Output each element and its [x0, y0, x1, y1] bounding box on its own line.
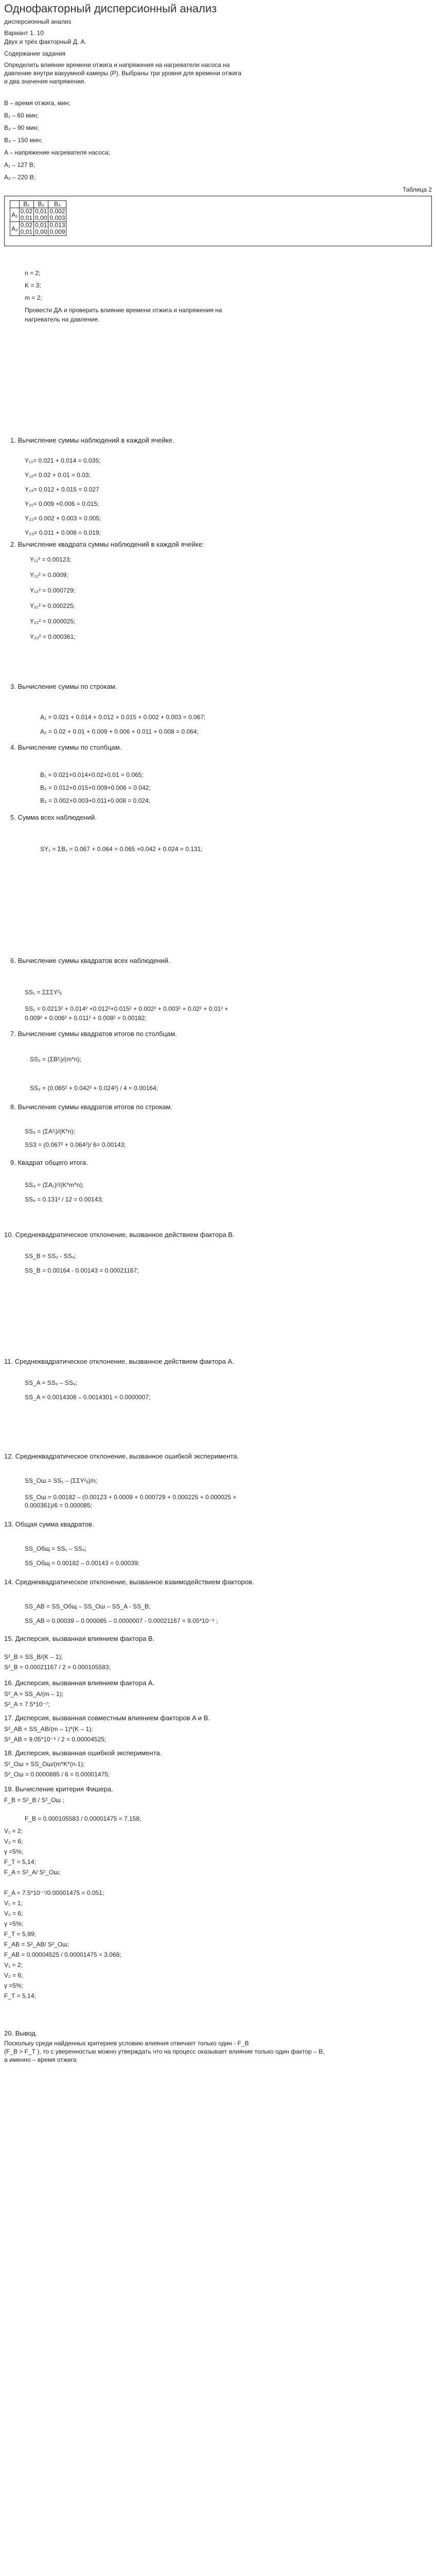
formula-line: F_Т = 5,14;: [4, 1992, 36, 1999]
formula-line: Y₁₁² = 0.00123;: [30, 556, 72, 563]
table-row: [10, 222, 66, 236]
formula-line: F_Т = 5,14;: [4, 1858, 36, 1866]
formula-line: S²_Ош = SS_Ош/(m*K*(n-1);: [4, 1760, 85, 1768]
formula-line: F_B = 0.000105583 / 0.00001475 = 7.158;: [25, 1815, 142, 1822]
step-heading: 12. Среднеквадратическое отклонение, вызванное ошибкой эксперимента.: [4, 1452, 239, 1460]
step-heading: 7. Вычисление суммы квадратов итогов по столбцам.: [10, 1030, 177, 1038]
formula-line: V₁ = 2;: [4, 1827, 23, 1835]
step-heading: 17. Дисперсия, вызванная совместным влиянием факторов A и B.: [4, 1714, 210, 1722]
formula-line: V₁ = 1;: [4, 1900, 23, 1907]
step-heading: 13. Общая сумма квадратов.: [4, 1520, 94, 1528]
step-heading: 6. Вычисление суммы квадратов всех наблюдений.: [10, 957, 170, 964]
formula-line: V₂ = 6;: [4, 1972, 23, 1979]
formula-line: SS₄ = 0.131² / 12 = 0.00143;: [25, 1196, 103, 1203]
step-heading: 1. Вычисление суммы наблюдений в каждой ячейке.: [10, 436, 175, 444]
table-header-cell: B₁: [19, 201, 33, 208]
formula-line: γ =5%;: [4, 1920, 24, 1927]
formula-line: F_A = 7.5*10⁻⁷/0.00001475 = 0.051;: [4, 1889, 104, 1896]
conclusion-text: Поскольку среди найденных критериев условию влияния отвечает только один - F_B: [4, 2040, 249, 2047]
legend-line: B₂ – 90 мин;: [4, 124, 39, 131]
formula-line: F_B = S²_B / S²_Ош ;: [4, 1797, 64, 1804]
formula-line: SS₁ = 0.0213² + 0.014² +0.012²+0.015² + 0.002² + 0.003² + 0.02² + 0.01² +: [25, 1005, 229, 1012]
formula-line: V₂ = 6;: [4, 1838, 23, 1845]
table-cell: 0,01 0,00: [34, 208, 48, 222]
table-cell: 0,01 0,00: [34, 222, 48, 236]
formula-line: Y₂₂= 0.002 + 0.003 = 0.005;: [25, 515, 101, 522]
formula-line: SS_A = 0.0014308 – 0.0014301 = 0.0000007;: [25, 1394, 151, 1401]
formula-line: Y₁₂² = 0.0009;: [30, 571, 68, 579]
page-subtitle: дисперсионный анализ: [4, 18, 72, 25]
row-label: A₂: [10, 222, 20, 236]
legend-line: B₃ – 150 мин;: [4, 137, 43, 144]
task-text: давление внутри вакуумной камеры (Р). Выбраны три уровня для времени отжига: [4, 70, 241, 77]
goal-text: нагреватель на давление.: [25, 316, 100, 323]
formula-line: 0.009² + 0.006² + 0.011² + 0.008² = 0.00182;: [25, 1014, 147, 1022]
step-heading: 5. Сумма всех наблюдений.: [10, 814, 97, 821]
formula-line: S²_B = SS_B/(K – 1);: [4, 1653, 63, 1660]
formula-line: SS_Общ = SS₁ – SS₄;: [25, 1545, 87, 1552]
formula-line: SS₁ = ΣΣΣY²ᵢⱼ: [25, 989, 62, 996]
formula-line: Y₂₁= 0.009 +0.006 = 0.015;: [25, 500, 99, 507]
formula-line: SS_Общ = 0.00182 – 0.00143 = 0.00039;: [25, 1560, 139, 1567]
legend-line: A₂ – 220 В;: [4, 174, 36, 181]
table-header-cell: [10, 201, 20, 208]
task-text: и два значения напряжения.: [4, 78, 86, 85]
formula-line: SS_B = 0.00164 - 0.00143 = 0.00021167;: [25, 1267, 139, 1274]
formula-line: Y₁₁= 0.021 + 0.014 = 0.035;: [25, 457, 101, 464]
step-heading: 2. Вычисление квадрата суммы наблюдений в каждой ячейке:: [10, 540, 204, 548]
formula-line: F_AB = S²_AB/ S²_Ош;: [4, 1941, 69, 1948]
formula-line: Y₂₃= 0.011 + 0.008 = 0.019;: [25, 529, 101, 536]
formula-line: Y₁₃= 0.012 + 0.015 = 0.027: [25, 486, 99, 493]
step-heading: 14. Среднеквадратическое отклонение, вызванное взаимодействием факторов.: [4, 1578, 254, 1586]
formula-line: SS₂ = (ΣB²ⱼ)/(m*n);: [30, 1056, 81, 1063]
task-text: Определить влияние времени отжига и напряжения на нагреватели насоса на: [4, 61, 230, 69]
formula-line: SS3 = (0.067² + 0.064²)/ 6= 0.00143;: [25, 1141, 126, 1148]
param-line: n = 2;: [25, 269, 41, 277]
step-heading: 20. Вывод.: [4, 2029, 38, 2037]
formula-line: S²_AB = SS_AB/(m – 1)*(K – 1);: [4, 1725, 93, 1733]
conclusion-text: а именно – время отжига: [4, 2056, 77, 2063]
table-header-cell: B₂: [34, 201, 48, 208]
formula-line: Y₁₃² = 0.000729;: [30, 587, 75, 594]
formula-line: 0.000361)/6 = 0.000085;: [25, 1502, 93, 1509]
page-title: Однофакторный дисперсионный анализ: [4, 2, 217, 15]
step-heading: 8. Вычисление суммы квадратов итогов по строкам.: [10, 1103, 172, 1111]
formula-line: SS_B = SS₂ - SS₄;: [25, 1252, 76, 1260]
table-header-cell: B₃: [48, 201, 66, 208]
formula-line: SS₄ = (ΣA₁)²/(K*m*n);: [25, 1181, 84, 1189]
table-cell: 0,002 0,003: [48, 208, 66, 222]
formula-line: A₂ = 0.02 + 0.01 + 0.009 + 0.006 + 0.011 + 0.008 = 0.064;: [40, 728, 199, 735]
table-row: [10, 208, 66, 222]
step-heading: 3. Вычисление суммы по строкам.: [10, 683, 117, 690]
formula-line: A₁ = 0.021 + 0.014 + 0.012 + 0.015 + 0.002 + 0.003 = 0.067;: [40, 714, 206, 721]
legend-line: B – время отжига, мин;: [4, 99, 71, 107]
formula-line: S²_B = 0.00021167 / 2 = 0.000105583;: [4, 1664, 111, 1671]
table-cell: 0,02 0,01: [19, 222, 33, 236]
table-caption: Таблица 2: [402, 186, 432, 193]
formula-line: S²_Ош = 0.0000885 / 6 = 0.00001475;: [4, 1771, 110, 1778]
formula-line: Y₂₁² = 0.000225;: [30, 602, 75, 609]
formula-line: B₃ = 0.002+0.003+0.011+0.008 = 0.024;: [40, 797, 150, 804]
step-heading: 11. Среднеквадратическое отклонение, вызванное действием фактора A.: [4, 1358, 234, 1365]
formula-line: SS_A = SS₃ – SS₄;: [25, 1379, 78, 1386]
legend-line: A – напряжение нагревателя насоса;: [4, 149, 110, 156]
data-table: [10, 200, 66, 236]
formula-line: S²_A = SS_A/(m – 1);: [4, 1690, 64, 1698]
step-heading: 4. Вычисление суммы по столбцам.: [10, 743, 122, 751]
formula-line: SS_AB = 0.00039 – 0.000085 – 0.0000007 - 0.00021167 = 9.05*10⁻⁵ ;: [25, 1617, 218, 1624]
formula-line: SS_AB = SS_Общ – SS_Ош – SS_A - SS_B;: [25, 1603, 151, 1610]
step-heading: 9. Квадрат общего итога.: [10, 1159, 88, 1166]
section-heading: Содержание задания: [4, 50, 66, 57]
formula-line: Y₂₂² = 0.000025;: [30, 618, 76, 625]
formula-line: V₁ = 2;: [4, 1961, 23, 1969]
legend-line: A₁ – 127 В;: [4, 161, 36, 168]
formula-line: SS_Ош = SS₁ – (ΣΣY²ᵢⱼ)/n;: [25, 1477, 97, 1484]
goal-text: Провести ДА и проверить влияние времени отжига и напряжения на: [25, 307, 222, 314]
formula-line: Y₂₃² = 0.000361;: [30, 633, 76, 640]
formula-line: SS_Ош = 0.00182 – (0.00123 + 0.0009 + 0.000729 + 0.000225 + 0.000025 +: [25, 1494, 237, 1501]
formula-line: V₂ = 6;: [4, 1910, 23, 1917]
formula-line: SY₁ = ΣB₁ = 0.067 + 0.064 = 0.065 +0.042 + 0.024 = 0.131;: [40, 845, 203, 853]
table-cell: 0,02 0,01: [19, 208, 33, 222]
step-heading: 19. Вычисление критерия Фишера.: [4, 1785, 113, 1793]
step-heading: 15. Дисперсия, вызванная влиянием фактора B.: [4, 1635, 155, 1642]
formula-line: γ =5%;: [4, 1982, 24, 1989]
formula-line: B₁ = 0.021+0.014+0.02+0.01 = 0.065;: [40, 771, 144, 778]
formula-line: S²_AB = 9.05*10⁻⁵ / 2 = 0.00004525;: [4, 1736, 107, 1743]
variant-label: Вариант 1. 10: [4, 29, 44, 37]
conclusion-text: (F_B > F_Т ), то с уверенностью можно утверждать что на процесс оказывает влияние только один фактор – B,: [4, 2048, 325, 2055]
formula-line: γ =5%;: [4, 1848, 24, 1855]
formula-line: F_A = S²_A/ S²_Ош;: [4, 1869, 61, 1876]
formula-line: S²_A = 7.5*10⁻⁷;: [4, 1701, 50, 1708]
data-table-frame: [4, 196, 432, 246]
step-heading: 18. Дисперсия, вызванная ошибкой эксперимента.: [4, 1749, 162, 1757]
formula-line: F_AB = 0.00004525 / 0.00001475 = 3.068;: [4, 1951, 121, 1958]
analysis-type: Двух и трёх факторный Д. А.: [4, 38, 86, 45]
table-cell: 0,013 0,009: [48, 222, 66, 236]
legend-line: B₁ – 60 мин;: [4, 112, 39, 119]
step-heading: 10. Среднеквадратическое отклонение, вызванное действием фактора B.: [4, 1231, 235, 1239]
param-line: m = 2;: [25, 294, 42, 301]
formula-line: Y₁₂= 0.02 + 0.01 = 0.03;: [25, 471, 91, 479]
formula-line: F_Т = 5,99;: [4, 1930, 36, 1938]
formula-line: SS₃ = (ΣA²ᵢ)/(K*n);: [25, 1128, 75, 1135]
formula-line: B₂ = 0.012+0.015+0.009+0.006 = 0.042;: [40, 784, 151, 791]
step-heading: 16. Дисперсия, вызванная влиянием фактора A.: [4, 1679, 155, 1687]
row-label: A₁: [10, 208, 20, 222]
formula-line: SS₂ = (0.065² + 0.042² + 0.024²) / 4 = 0.00164;: [30, 1084, 158, 1092]
param-line: K = 3;: [25, 282, 41, 289]
